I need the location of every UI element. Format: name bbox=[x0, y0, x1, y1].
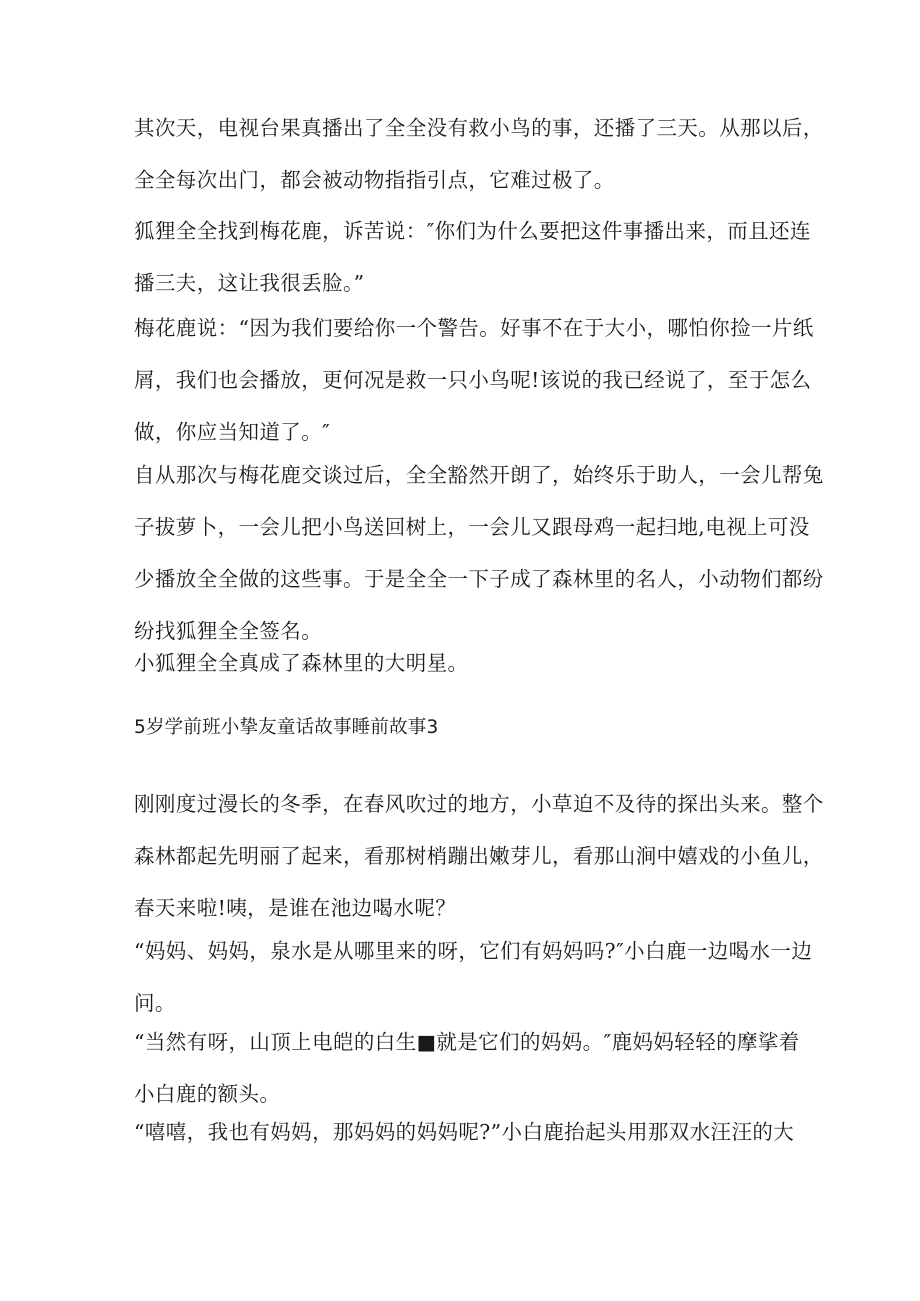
paragraph-line: 子拔萝卜，一会儿把小鸟送回树上，一会儿又跟母鸡一起扫地,电视上可没 bbox=[134, 515, 810, 539]
paragraph-line: 纷找狐狸全全签名。 bbox=[134, 619, 323, 643]
paragraph-line: 做，你应当知道了。″ bbox=[134, 420, 331, 444]
paragraph-line: 狐狸全全找到梅花鹿，诉苦说：″你们为什么要把这件事播出来，而且还连 bbox=[134, 219, 811, 243]
paragraph-line: 其次天，电视台果真播出了全全没有救小鸟的事，还播了三天。从那以后， bbox=[134, 116, 824, 140]
paragraph-line: 森林都起先明丽了起来，看那树梢蹦出嫩芽儿，看那山涧中嬉戏的小鱼儿， bbox=[134, 844, 824, 868]
paragraph-4 bbox=[134, 449, 824, 657]
story3-paragraph-1 bbox=[134, 778, 824, 934]
paragraph-line: 春天来啦!咦，是谁在池边喝水呢？ bbox=[134, 896, 457, 920]
paragraph-line: 全全每次出门，都会被动物指指引点，它难过极了。 bbox=[134, 168, 615, 192]
story3-paragraph-4 bbox=[134, 1106, 794, 1158]
paragraph-line: 梅花鹿说：“因为我们要给你一个警告。好事不在于大小，哪怕你捡一片纸 bbox=[134, 316, 814, 340]
paragraph-3 bbox=[134, 302, 814, 458]
paragraph-line: 播三夫，这让我很丢脸。” bbox=[134, 271, 365, 295]
paragraph-line: 自从那次与梅花鹿交谈过后，全全豁然开朗了，始终乐于助人，一会儿帮兔 bbox=[134, 463, 824, 487]
paragraph-line: “妈妈、妈妈，泉水是从哪里来的呀，它们有妈妈吗?″小白鹿一边喝水一边 bbox=[134, 939, 813, 963]
paragraph-line: 屑，我们也会播放，更何况是救一只小鸟呢!该说的我已经说了，至于怎么 bbox=[134, 368, 812, 392]
paragraph-line: 少播放全全做的这些事。于是全全一下子成了森林里的名人，小动物们都纷 bbox=[134, 567, 824, 591]
paragraph-line: 小狐狸全全真成了森林里的大明星。 bbox=[134, 651, 469, 675]
paragraph-line: 小白鹿的额头。 bbox=[134, 1082, 281, 1106]
story-heading: 5岁学前班小挚友童话故事睡前故事3 bbox=[134, 717, 439, 738]
paragraph-line: 刚刚度过漫长的冬季，在春风吹过的地方，小草迫不及待的探出头来。整个 bbox=[134, 792, 824, 816]
story3-paragraph-2 bbox=[134, 925, 813, 1029]
paragraph-5 bbox=[134, 637, 794, 689]
paragraph-1 bbox=[134, 102, 824, 206]
paragraph-line: “嘻嘻，我也有妈妈，那妈妈的妈妈呢?”小白鹿抬起头用那双水汪汪的大 bbox=[134, 1120, 795, 1144]
story3-paragraph-3 bbox=[134, 1016, 800, 1120]
paragraph-2 bbox=[134, 205, 811, 309]
paragraph-line: 问。 bbox=[134, 991, 176, 1015]
paragraph-line: “当然有呀，山顶上电皑的白生■就是它们的妈妈。″鹿妈妈轻轻的摩挲着 bbox=[134, 1030, 800, 1054]
